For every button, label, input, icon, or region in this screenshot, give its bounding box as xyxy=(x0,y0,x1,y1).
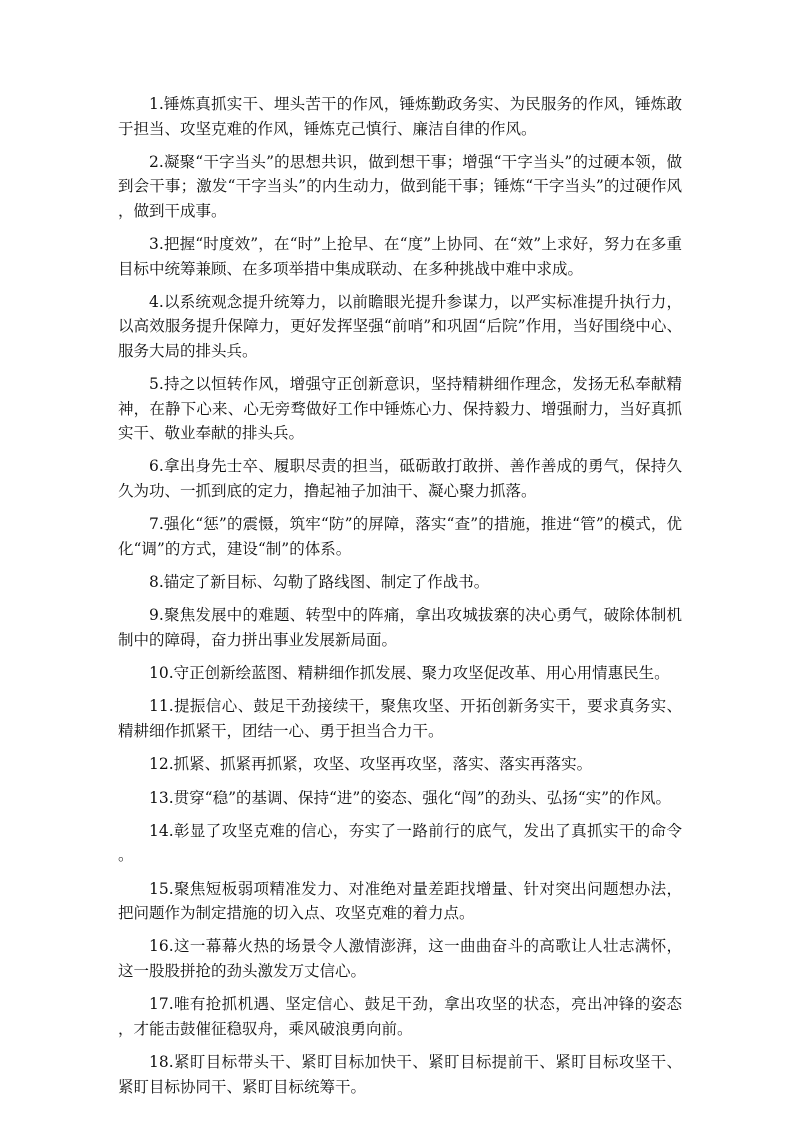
paragraph-18: 18.紧盯目标带头干、紧盯目标加快干、紧盯目标提前干、紧盯目标攻坚干、紧盯目标协同干、紧盯目标统筹干。 xyxy=(118,1053,682,1096)
document-body xyxy=(118,92,682,1108)
paragraph-13: 13.贯穿“稳”的基调、保持“进”的姿态、强化“闯”的劲头、弘扬“实”的作风。 xyxy=(149,788,672,807)
paragraph-16: 16.这一幕幕火热的场景令人激情澎湃，这一曲曲奋斗的高歌让人壮志满怀，这一股股拼抢的劲头激发万丈信心。 xyxy=(118,937,682,980)
paragraph-12: 12.抓紧、抓紧再抓紧，攻坚、攻坚再攻坚，落实、落实再落实。 xyxy=(149,755,593,774)
paragraph-4: 4.以系统观念提升统筹力，以前瞻眼光提升参谋力，以严实标准提升执行力，以高效服务提升保障力，更好发挥坚强“前哨”和巩固“后院”作用，当好围绕中心、服务大局的排头兵。 xyxy=(118,292,682,360)
paragraph-17: 17.唯有抢抓机遇、坚定信心、鼓足干劲，拿出攻坚的状态，亮出冲锋的姿态，才能击鼓催征稳驭舟，乘风破浪勇向前。 xyxy=(118,995,682,1038)
paragraph-2: 2.凝聚“干字当头”的思想共识，做到想干事；增强“干字当头”的过硬本领，做到会干事；激发“干字当头”的内生动力，做到能干事；锤炼“干字当头”的过硬作风，做到干成事。 xyxy=(118,152,682,220)
paragraph-14: 14.彰显了攻坚克难的信心，夯实了一路前行的底气，发出了真抓实干的命令。 xyxy=(118,821,682,865)
paragraph-10: 10.守正创新绘蓝图、精耕细作抓发展、聚力攻坚促改革、用心用情惠民生。 xyxy=(149,664,670,683)
paragraph-6: 6.拿出身先士卒、履职尽责的担当，砥砺敢打敢拼、善作善成的勇气，保持久久为功、一抓到底的定力，撸起袖子加油干、凝心聚力抓落。 xyxy=(118,457,682,500)
paragraph-8: 8.锚定了新目标、勾勒了路线图、制定了作战书。 xyxy=(149,573,490,592)
paragraph-3: 3.把握“时度效”，在“时”上抢早、在“度”上协同、在“效”上求好，努力在多重目标中统筹兼顾、在多项举措中集成联动、在多种挑战中难中求成。 xyxy=(118,235,682,278)
paragraph-5: 5.持之以恒转作风，增强守正创新意识，坚持精耕细作理念，发扬无私奉献精神，在静下心来、心无旁骛做好工作中锤炼心力、保持毅力、增强耐力，当好真抓实干、敬业奉献的排头兵。 xyxy=(118,375,682,443)
paragraph-9: 9.聚焦发展中的难题、转型中的阵痛，拿出攻城拔寨的决心勇气，破除体制机制中的障碍，奋力拼出事业发展新局面。 xyxy=(118,606,682,649)
paragraph-7: 7.强化“惩”的震慑，筑牢“防”的屏障，落实“查”的措施，推进“管”的模式，优化“调”的方式，建设“制”的体系。 xyxy=(118,515,682,558)
paragraph-15: 15.聚焦短板弱项精准发力、对准绝对量差距找增量、针对突出问题想办法，把问题作为制定措施的切入点、攻坚克难的着力点。 xyxy=(118,879,682,923)
paragraph-1: 1.锤炼真抓实干、埋头苦干的作风，锤炼勤政务实、为民服务的作风，锤炼敢于担当、攻坚克难的作风，锤炼克己慎行、廉洁自律的作风。 xyxy=(118,95,682,138)
paragraph-11: 11.提振信心、鼓足干劲接续干，聚焦攻坚、开拓创新务实干，要求真务实、精耕细作抓紧干，团结一心、勇于担当合力干。 xyxy=(118,697,682,740)
